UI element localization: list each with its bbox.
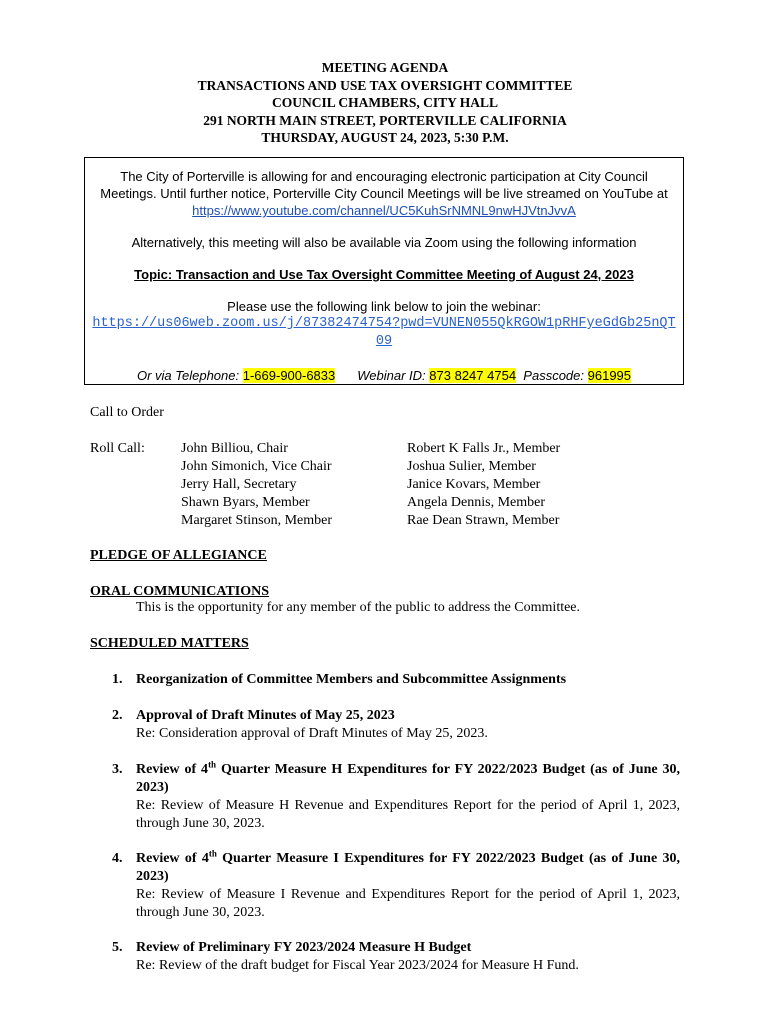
item-title: Review of Preliminary FY 2023/2024 Measure H Budget: [136, 940, 472, 955]
call-to-order: Call to Order: [90, 405, 164, 420]
member-name: John Billiou, Chair: [181, 441, 288, 456]
agenda-header: [0, 59, 770, 147]
item-number: 4.: [112, 851, 123, 866]
notice-text: The City of Porterville is allowing for and encouraging electronic participation at City Council Meetings. Until further notice, Porterville City Council Meetings will be live streamed on YouTube at: [100, 169, 668, 201]
header-date: THURSDAY, AUGUST 24, 2023, 5:30 P.M.: [261, 130, 509, 146]
oral-communications-text: This is the opportunity for any member of the public to address the Committee.: [136, 600, 581, 615]
passcode-label: Passcode:: [523, 368, 584, 383]
dial-in-info: [85, 367, 683, 384]
join-instructions: Please use the following link below to join the webinar:: [227, 299, 541, 314]
member-name: Angela Dennis, Member: [407, 495, 546, 510]
roll-call-label: Roll Call:: [90, 441, 145, 456]
header-committee: TRANSACTIONS AND USE TAX OVERSIGHT COMMITTEE: [197, 77, 573, 93]
agenda-item-4: [136, 850, 680, 922]
item-title: Reorganization of Committee Members and Subcommittee Assignments: [136, 672, 567, 687]
item-description: Re: Consideration approval of Draft Minutes of May 25, 2023.: [136, 726, 488, 741]
item-title-part: Review of 4: [136, 851, 209, 866]
item-title: Approval of Draft Minutes of May 25, 2023: [136, 708, 395, 723]
member-name: Joshua Sulier, Member: [407, 459, 536, 474]
item-title-part: Review of 4: [136, 762, 209, 777]
item-title-part: Quarter Measure I Expenditures for FY 2022/2023 Budget (as of June 30, 2023): [136, 851, 680, 884]
item-title-superscript: th: [208, 848, 217, 859]
webinar-link-block: [89, 315, 679, 351]
member-name: Jerry Hall, Secretary: [181, 477, 297, 492]
passcode: 961995: [587, 368, 632, 383]
item-description: Re: Review of Measure H Revenue and Expenditures Report for the period of April 1, 2023, through June 30, 2023.: [136, 798, 680, 831]
header-location: COUNCIL CHAMBERS, CITY HALL: [271, 95, 499, 111]
item-number: 1.: [112, 672, 123, 687]
webinar-id-label: Webinar ID:: [357, 368, 426, 383]
member-name: Margaret Stinson, Member: [181, 513, 332, 528]
member-name: Rae Dean Strawn, Member: [407, 513, 560, 528]
agenda-item-3: [136, 761, 680, 833]
item-number: 2.: [112, 708, 123, 723]
member-name: Janice Kovars, Member: [407, 477, 541, 492]
zoom-availability-text: Alternatively, this meeting will also be available via Zoom using the following information: [131, 235, 637, 250]
electronic-participation-notice: [84, 157, 684, 385]
pledge-heading: PLEDGE OF ALLEGIANCE: [90, 548, 267, 563]
item-title-part: Quarter Measure H Expenditures for FY 2022/2023 Budget (as of June 30, 2023): [136, 762, 681, 795]
item-number: 3.: [112, 762, 123, 777]
agenda-item-1: [136, 671, 680, 689]
phone-number: 1-669-900-6833: [242, 368, 336, 383]
item-number: 5.: [112, 940, 123, 955]
agenda-item-5: [136, 939, 680, 975]
item-title-superscript: th: [208, 759, 217, 770]
phone-label: Or via Telephone:: [136, 368, 240, 383]
oral-communications-heading: ORAL COMMUNICATIONS: [90, 584, 270, 599]
member-name: John Simonich, Vice Chair: [181, 459, 332, 474]
scheduled-matters-heading: SCHEDULED MATTERS: [90, 636, 249, 651]
notice-paragraph: [93, 168, 675, 219]
roll-call-column-2: [407, 440, 560, 530]
youtube-link[interactable]: https://www.youtube.com/channel/UC5KuhSrNMNL9nwHJVtnJvvA: [192, 203, 576, 218]
item-description: Re: Review of Measure I Revenue and Expenditures Report for the period of April 1, 2023, through June 30, 2023.: [136, 887, 680, 920]
roll-call-column-1: [181, 440, 332, 530]
item-title: [136, 761, 680, 797]
webinar-url-text: https://us06web.zoom.us/j/87382474754?pwd=VUNEN055QkRGOW1pRHFyeGdGb25nQT09: [92, 316, 676, 349]
webinar-link[interactable]: [92, 316, 675, 349]
member-name: Robert K Falls Jr., Member: [407, 441, 561, 456]
member-name: Shawn Byars, Member: [181, 495, 310, 510]
item-title: [136, 850, 680, 886]
header-address: 291 NORTH MAIN STREET, PORTERVILLE CALIFORNIA: [203, 112, 567, 128]
agenda-item-2: [136, 707, 680, 743]
header-title: MEETING AGENDA: [321, 60, 449, 75]
webinar-id: 873 8247 4754: [429, 368, 517, 383]
item-description: Re: Review of the draft budget for Fiscal Year 2023/2024 for Measure H Fund.: [136, 958, 579, 973]
meeting-topic: Topic: Transaction and Use Tax Oversight Committee Meeting of August 24, 2023: [134, 267, 634, 282]
